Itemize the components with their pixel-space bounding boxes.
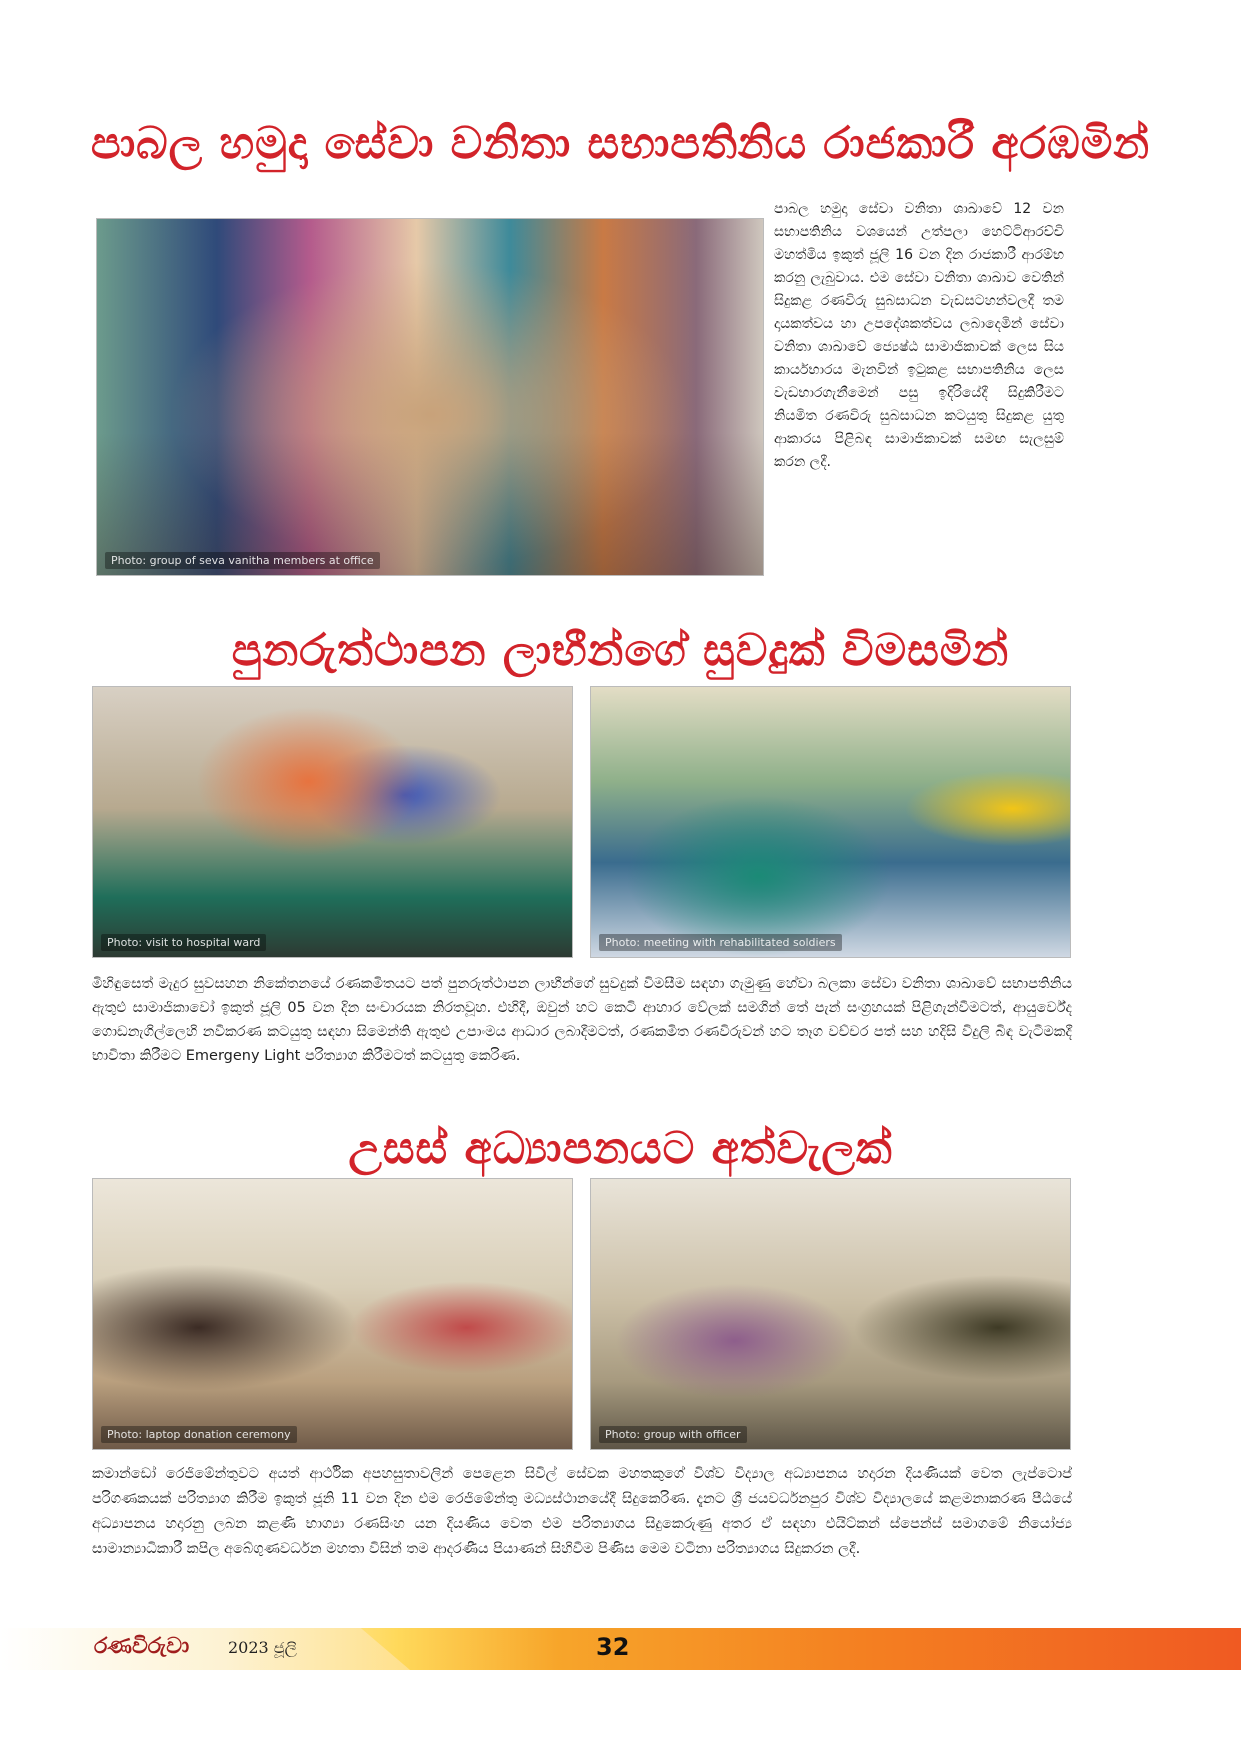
headline-rehabilitation-visit: පුනරුත්ථාපන ලාභීන්ගේ සුවදුක් විමසමින් bbox=[231, 625, 1010, 676]
footer-left-panel bbox=[0, 1628, 410, 1670]
footer-issue-date: 2023 ජූලි bbox=[228, 1638, 297, 1657]
headline-higher-education-support: උසස් අධ්‍යාපනයට අත්වැලක් bbox=[348, 1123, 893, 1174]
article-rehabilitation-body: මිහිඳුසෙත් මැදුර සුවසහන නිකේතනයේ රණකමිතයට පත් පුනරුත්ථාපන ලාභීන්ගේ සුවදුක් විමසීම සඳහා ගැමුණු හේවා බලකා සේවා වනිතා ශාඛාවේ සභාපතිනිය ඇතුළු සාමාජිකාවෝ ඉකුත් ජූලි 05 වන දින සංචාරයක නිරතවූහ. එහිදී, ඔවුන් හට කෙටි ආහාර වේලක් සමගින් තේ පැන් සංග්‍රහයක් පිළිගැන්වීමටත්, ආයුර්වේද ගොඩනැගිල්ලෙහි නවීකරණ කටයුතු සඳහා සිමෙන්ති ඇතුළු උපාංමය ආධාර ලබාදීමටත්, රණකමිත රණවිරුවන් හට තෑග වච්චර පත් සහ හදිසි විදුලි බිඳ වැටීමකදී භාවිතා කිරීමට Emergeny Light පරිත්‍යාග කිරීමටත් කටයුතු කෙරිණ. bbox=[92, 976, 1072, 1064]
photo-caption-placeholder: Photo: visit to hospital ward bbox=[101, 934, 266, 951]
photo-chairperson-group bbox=[96, 218, 764, 576]
footer-page-number: 32 bbox=[596, 1633, 630, 1661]
photo-caption-placeholder: Photo: meeting with rehabilitated soldiers bbox=[599, 934, 842, 951]
photo-soldiers-meeting bbox=[590, 686, 1071, 958]
photo-laptop-donation bbox=[92, 1178, 573, 1450]
photo-group-officer bbox=[590, 1178, 1071, 1450]
headline-seva-vanitha-chairperson: පාබල හමුදා සේවා වනිතා සභාපතිනිය රාජකාරී අරඹමින් bbox=[90, 118, 1151, 169]
article-chairperson-body: පාබල හමුදා සේවා වනිතා ශාඛාවේ 12 වන සභාපතිනිය වශයෙන් උත්පලා හෙට්ටිආරච්චි මහත්මිය ඉකුත් ජූලි 16 වන දින රාජකාරී ආරම්භ කරනු ලැබුවාය. එම සේවා වනිතා ශාඛාව වෙතින් සිදුකළ රණවිරු සුබසාධන වැඩසටහන්වලදී තම දායකත්වය හා උපදේශකත්වය ලබාදෙමින් සේවා වනිතා ශාඛාවේ ජ්‍යෙෂ්ඨ සාමාජිකාවක් ලෙස සිය කාර්යභාරය මැනවින් ඉටුකළ සභාපතිනිය ලෙස වැඩභාරගැනීමෙන් පසු ඉදිරියේදී සිදුකිරීමට නියමිත රණවිරු සුබසාධන කටයුතු සිදුකළ යුතු ආකාරය පිළිබඳ සාමාජිකාවක් සමඟ සැලසුම් කරන ලදී. bbox=[774, 201, 1064, 470]
photo-caption-placeholder: Photo: laptop donation ceremony bbox=[101, 1426, 297, 1443]
photo-caption-placeholder: Photo: group of seva vanitha members at office bbox=[105, 552, 380, 569]
photo-caption-placeholder: Photo: group with officer bbox=[599, 1426, 747, 1443]
footer-brand: රණවිරුවා bbox=[94, 1634, 190, 1659]
photo-hospital-ward bbox=[92, 686, 573, 958]
article-education-body: කමාන්ඩෝ රෙජිමේන්තුවට අයත් ආර්ථික අපහසුතාවලින් පෙළෙන සිවිල් සේවක මහතකුගේ විශ්ව විද්‍යාල අධ්‍යාපනය හදාරන දියණියක් වෙත ලැප්ටොප් පරිගණකයක් පරිත්‍යාග කිරීම ඉකුත් ජූනි 11 වන දින එම රෙජිමේන්තු මධ්‍යස්ථානයේදී සිදුකෙරිණ. දැනට ශ්‍රී ජයවර්ධනපුර විශ්ව විද්‍යාලයේ කළමනාකරණ පීඨයේ අධ්‍යාපනය හදාරනු ලබන කළණි භාග්‍යා රණසිංහ යන දියණිය වෙත එම පරිත්‍යාගය සිදුකෙරුණු අතර ඒ සඳහා එයිට්කන් ස්පෙන්ස් සමාගමේ නියෝජ්‍ය සාමාන්‍යාධිකාරී කපිල අබේගුණවර්ධන මහතා විසින් තම ආදරණීය පියාණන් සිහිවීම පිණිස මෙම වටිනා පරිත්‍යාගය සිදුකරන ලදී. bbox=[92, 1466, 1072, 1557]
